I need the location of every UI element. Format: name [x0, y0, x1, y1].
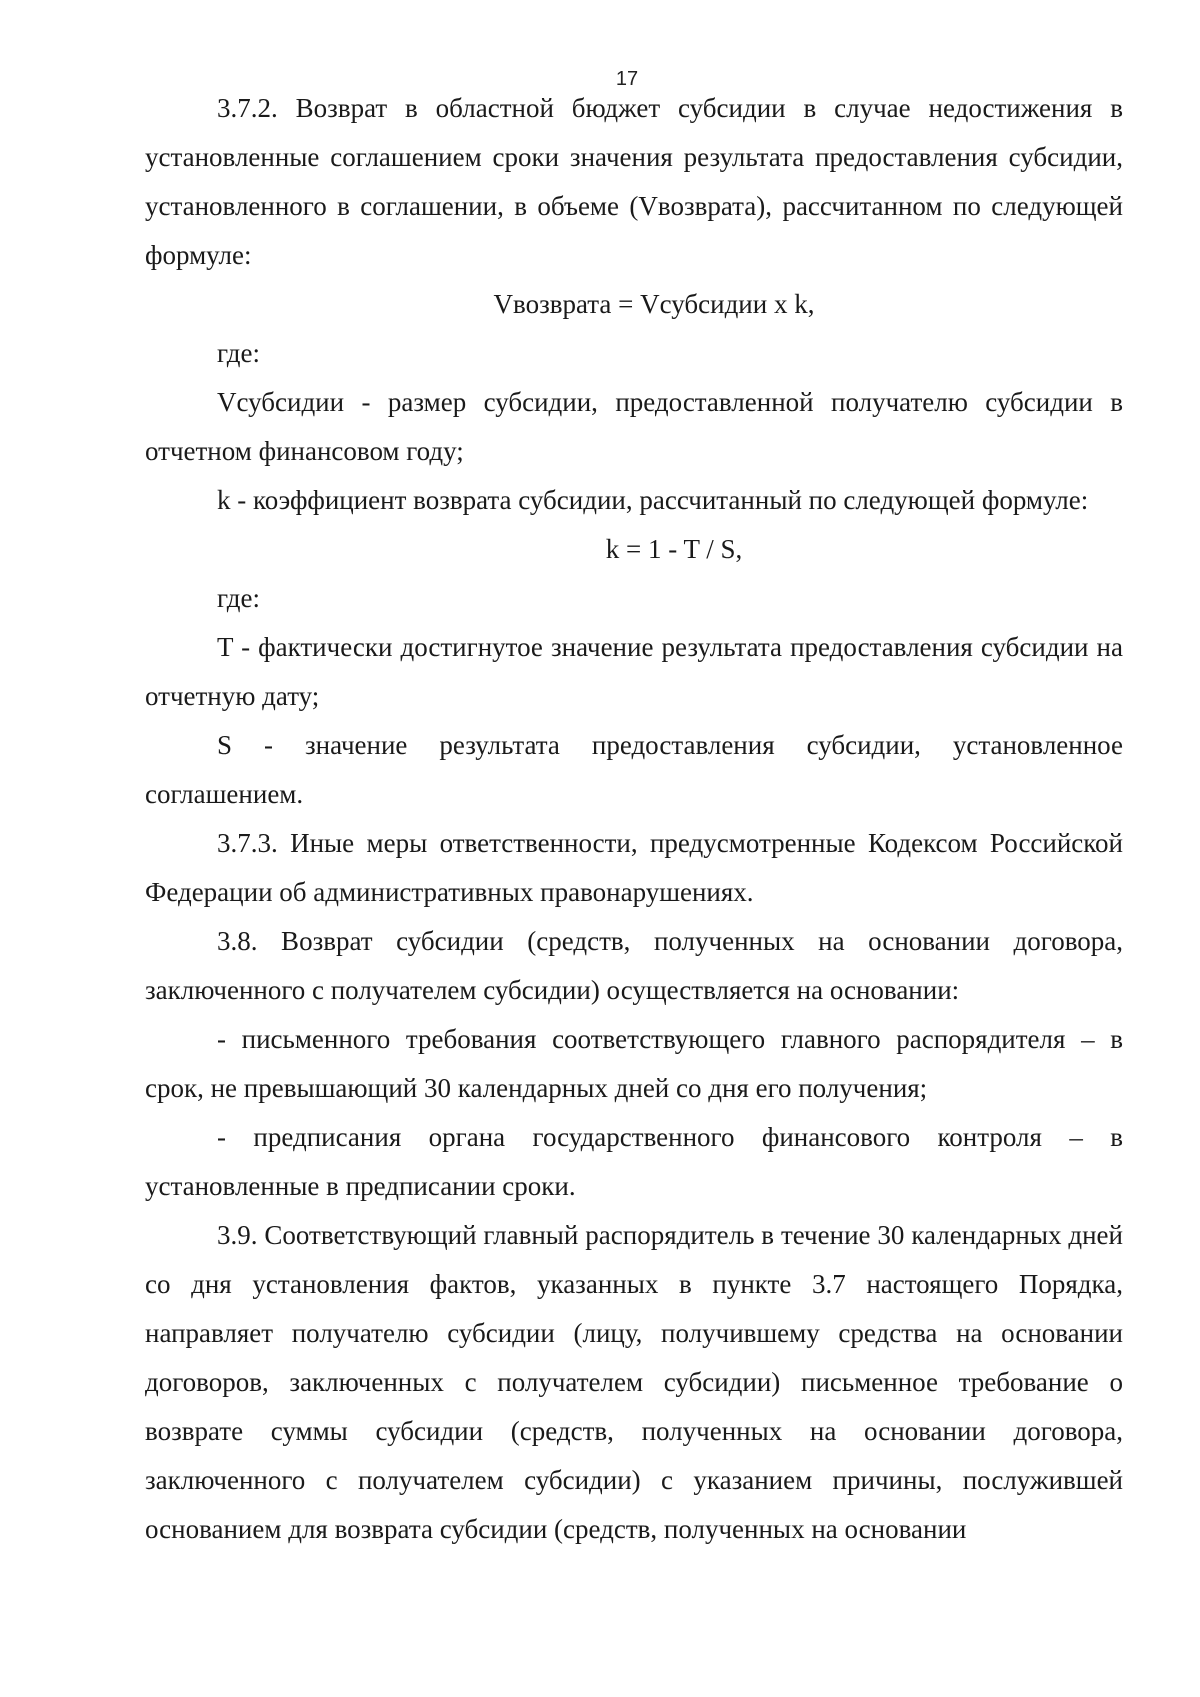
page-number: 17 [615, 68, 639, 90]
where-label: где: [217, 338, 260, 368]
definition-s: S - значение результата предоставления субсидии, установленное соглашением. [145, 730, 1123, 809]
formula-k: k = 1 - T / S, [605, 534, 743, 564]
formula-v-return: Vвозврата = Vсубсидии x k, [493, 289, 815, 319]
paragraph-3-7-3: 3.7.3. Иные меры ответственности, предусмотренные Кодексом Российской Федерации об административных правонарушениях. [145, 828, 1123, 907]
paragraph-3-7-2: 3.7.2. Возврат в областной бюджет субсидии в случае недостижения в установленные соглашением сроки значения результата предоставления субсидии, установленного в соглашении, в объеме (Vвозврата), рассчитанном по следующей формуле: [145, 93, 1123, 270]
definition-k: k - коэффициент возврата субсидии, рассчитанный по следующей формуле: [217, 485, 1089, 515]
paragraph-3-8: 3.8. Возврат субсидии (средств, полученных на основании договора, заключенного с получателем субсидии) осуществляется на основании: [145, 926, 1123, 1005]
where-label: где: [217, 583, 260, 613]
list-item-prescription: - предписания органа государственного финансового контроля – в установленные в предписании сроки. [145, 1122, 1123, 1201]
list-item-written-demand: - письменного требования соответствующего главного распорядителя – в срок, не превышающий 30 календарных дней со дня его получения; [145, 1024, 1123, 1103]
definition-v-subsidy: Vсубсидии - размер субсидии, предоставленной получателю субсидии в отчетном финансовом году; [145, 387, 1123, 466]
document-body [145, 84, 1123, 1554]
paragraph-3-9: 3.9. Соответствующий главный распорядитель в течение 30 календарных дней со дня установления фактов, указанных в пункте 3.7 настоящего Порядка, направляет получателю субсидии (лицу, получившему средства на основании договоров, заключенных с получателем субсидии) письменное требование о возврате суммы субсидии (средств, полученных на основании договора, заключенного с получателем субсидии) с указанием причины, послужившей основанием для возврата субсидии (средств, полученных на основании [145, 1220, 1123, 1544]
definition-t: T - фактически достигнутое значение результата предоставления субсидии на отчетную дату; [145, 632, 1123, 711]
